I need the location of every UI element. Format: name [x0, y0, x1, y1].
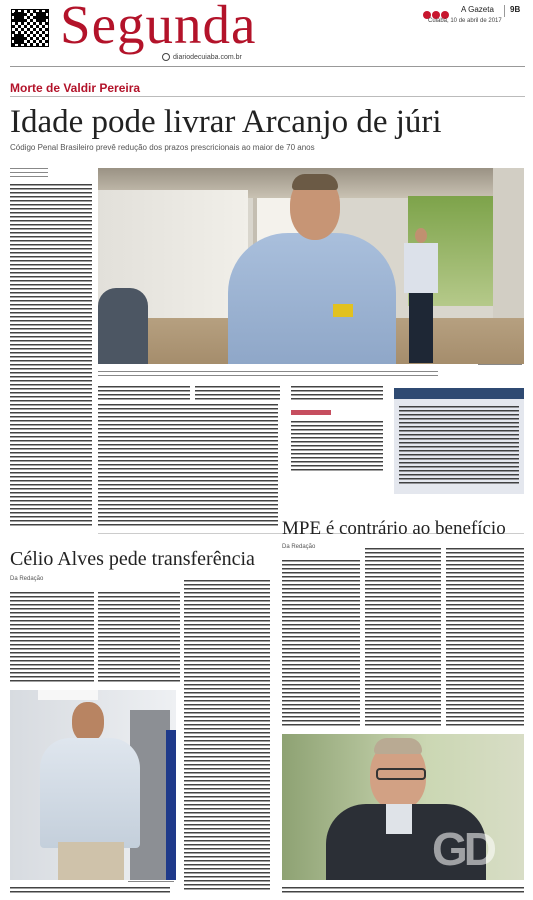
subject3-glasses [376, 768, 426, 780]
main-subhead: Código Penal Brasileiro prevê redução dos prazos prescricionais ao maior de 70 anos [10, 143, 315, 152]
third-photo-caption [282, 887, 524, 893]
subhead-red [291, 410, 331, 415]
main-headline: Idade pode livrar Arcanjo de júri [10, 104, 442, 140]
subject2-head [72, 702, 104, 742]
subject-hair [292, 174, 338, 190]
second-headline: Célio Alves pede transferência [10, 548, 255, 570]
watermark-logo: GD [432, 823, 493, 875]
subject3-collar [386, 804, 412, 834]
brand-name: A Gazeta [461, 5, 494, 14]
third-text-col-2 [365, 548, 441, 728]
third-photo [282, 734, 524, 880]
second-text-col-2 [98, 592, 180, 682]
brand-divider [504, 5, 505, 17]
byline-lines [10, 168, 48, 178]
main-photo [98, 168, 524, 364]
bg-figure-body [404, 243, 438, 293]
masthead-rule [10, 66, 525, 67]
second-photo-caption [10, 887, 170, 893]
kicker: Morte de Valdir Pereira [10, 81, 141, 95]
globe-icon [162, 53, 170, 61]
third-text-col-1 [282, 560, 360, 728]
bg-figure-legs [409, 293, 433, 363]
info-box [394, 388, 524, 494]
main-text-col-2 [195, 386, 280, 400]
photo-left-figure [98, 288, 148, 364]
site-url-row [162, 53, 242, 61]
main-photo-caption [98, 371, 438, 376]
lead-paragraph [10, 184, 92, 528]
photo-flag [166, 730, 176, 880]
main-text-col-3 [291, 386, 383, 400]
second-photo-credit [128, 881, 174, 884]
photo-ceiling-light [38, 690, 98, 700]
third-byline: Da Redação [282, 544, 316, 550]
third-text-col-3 [446, 548, 524, 728]
main-photo-credit [478, 364, 522, 367]
second-text-col-1 [10, 592, 94, 682]
bg-figure-head [415, 228, 427, 243]
info-box-text [399, 406, 519, 484]
main-text-col-1 [98, 386, 190, 400]
subject2-body [40, 738, 140, 848]
section-title: Segunda [60, 0, 257, 55]
subject-badge [333, 304, 353, 317]
subject3-hair [374, 738, 422, 754]
subject-body [228, 233, 396, 364]
page-number: 9B [510, 5, 521, 14]
second-photo [10, 690, 176, 880]
issue-date: Cuiabá, 10 de abril de 2017 [428, 18, 502, 24]
second-byline: Da Redação [10, 576, 44, 582]
main-text-lower-1 [98, 404, 278, 526]
subject2-legs [58, 842, 124, 880]
second-text-col-3 [184, 580, 270, 890]
third-headline: MPE é contrário ao benefício [282, 518, 506, 539]
info-box-header [394, 388, 524, 399]
qr-code [11, 9, 49, 47]
kicker-rule [10, 96, 525, 97]
site-url: diariodecuiaba.com.br [173, 54, 242, 61]
main-text-lower-2 [291, 421, 383, 471]
